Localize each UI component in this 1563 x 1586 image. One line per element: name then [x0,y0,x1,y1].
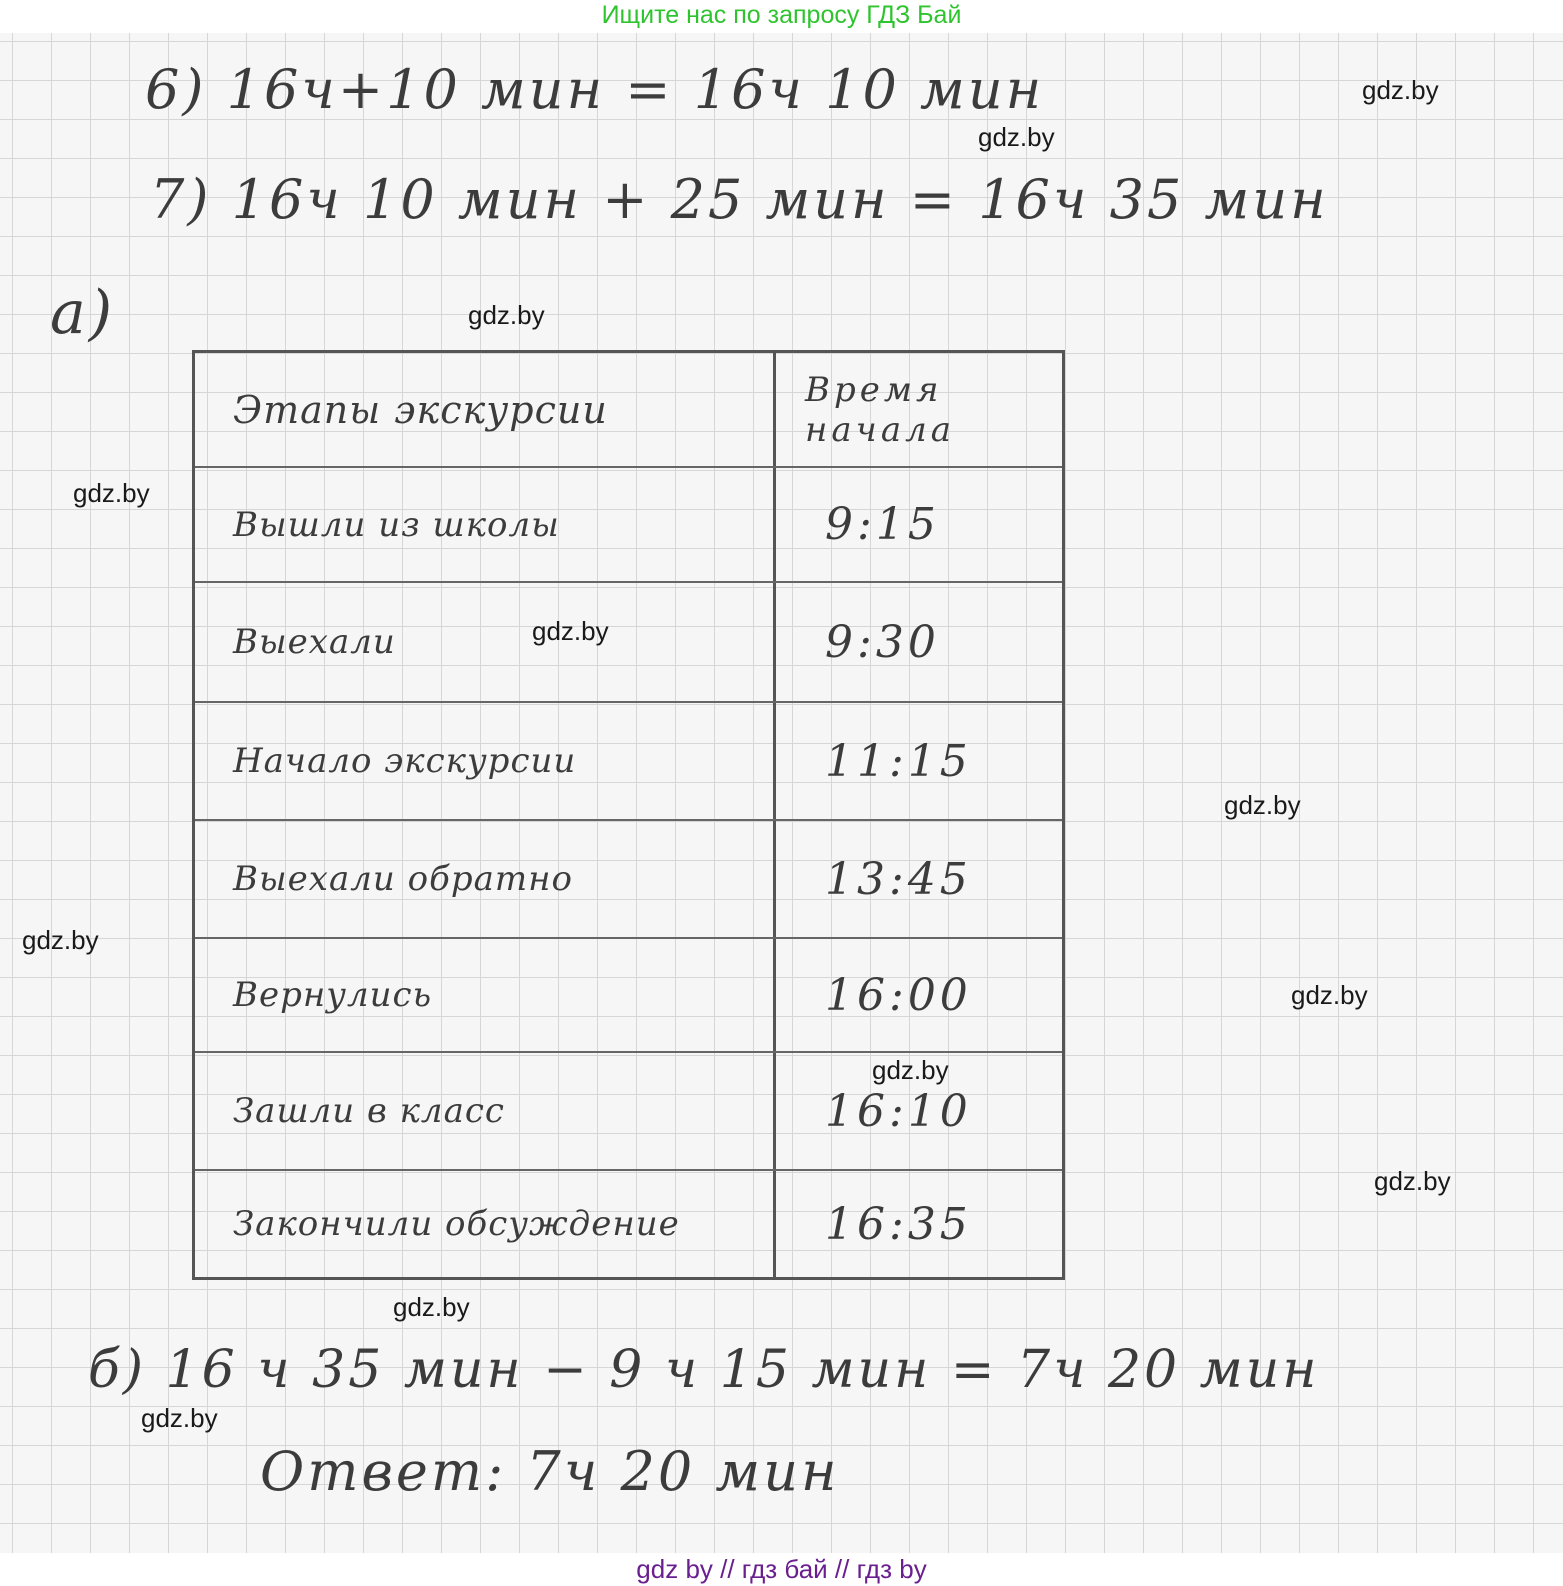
top-banner: Ищите нас по запросу ГДЗ Бай [601,1,962,29]
header-stage: Этапы экскурсии [233,387,608,432]
table-row [195,583,1062,703]
watermark: gdz.by [73,478,150,508]
watermark: gdz.by [872,1055,949,1085]
stage-cell: Зашли в класс [233,1091,505,1131]
watermark: gdz.by [393,1292,470,1322]
watermark: gdz.by [1224,790,1301,820]
time-cell: 16:00 [825,969,972,1021]
header-time-line2: начала [805,409,956,450]
table-row [195,703,1062,821]
bottom-banner: gdz by // гдз бай // гдз by [636,1554,927,1584]
part-a-label: а) [50,278,116,348]
stage-cell: Начало экскурсии [233,741,577,781]
equation-7: 7) 16ч 10 мин + 25 мин = 16ч 35 мин [150,168,1329,231]
watermark: gdz.by [141,1403,218,1433]
table-header-row [195,353,1062,468]
stage-cell: Вышли из школы [233,504,560,545]
table-row [195,1171,1062,1277]
header-time [805,353,1045,466]
time-cell: 9:30 [825,616,940,668]
time-cell: 16:35 [825,1198,972,1250]
table-row [195,821,1062,939]
watermark: gdz.by [468,300,545,330]
watermark: gdz.by [1374,1166,1451,1196]
stage-cell: Выехали [233,622,396,662]
watermark: gdz.by [978,122,1055,152]
table-row [195,939,1062,1053]
excursion-table [192,350,1065,1280]
header-time-line1: Время [805,369,943,410]
answer-line: Ответ: 7ч 20 мин [260,1440,840,1503]
stage-cell: Закончили обсуждение [233,1204,680,1244]
watermark: gdz.by [22,925,99,955]
time-cell: 16:10 [825,1085,972,1137]
time-cell: 13:45 [825,853,972,905]
watermark: gdz.by [1362,75,1439,105]
watermark: gdz.by [532,616,609,646]
stage-cell: Выехали обратно [233,859,573,899]
part-b-equation: б) 16 ч 35 мин − 9 ч 15 мин = 7ч 20 мин [88,1340,1320,1400]
equation-6: 6) 16ч+10 мин = 16ч 10 мин [145,58,1045,121]
table-row [195,468,1062,583]
time-cell: 11:15 [825,735,972,787]
time-cell: 9:15 [825,499,940,550]
watermark: gdz.by [1291,980,1368,1010]
stage-cell: Вернулись [233,975,433,1015]
